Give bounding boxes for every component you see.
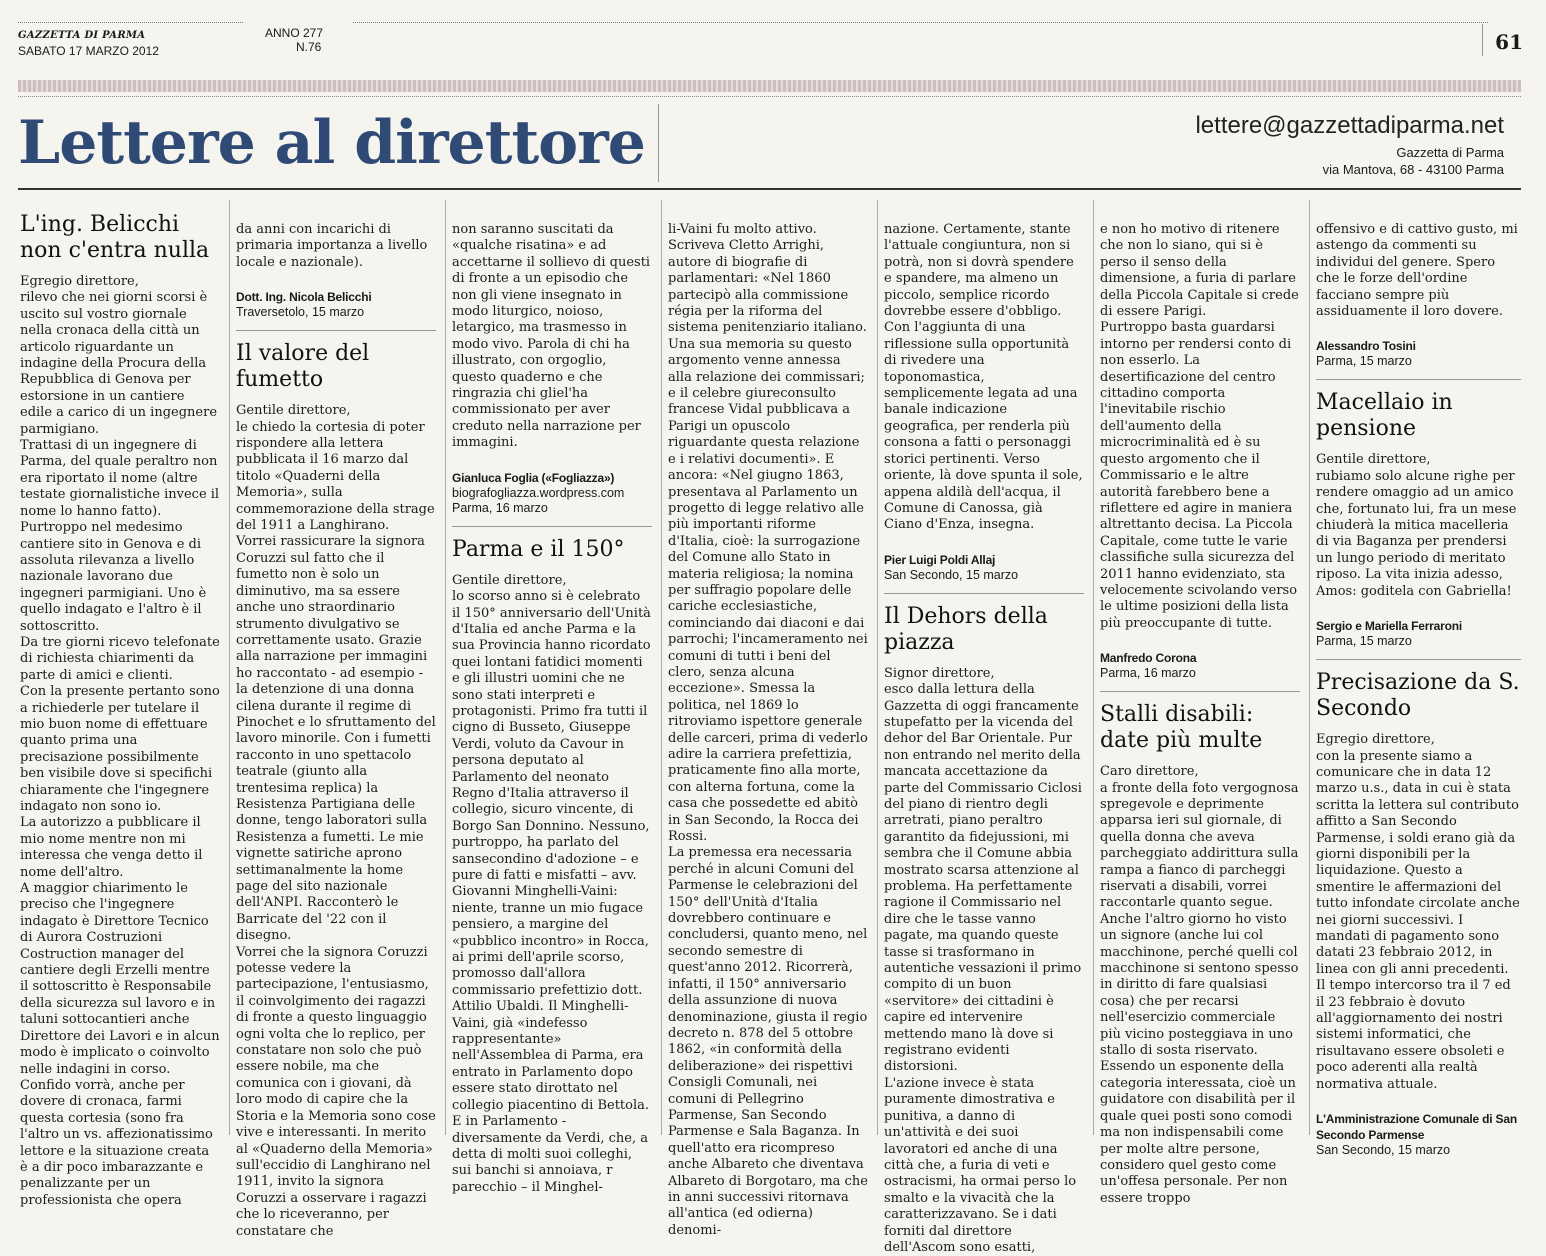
divider xyxy=(1316,659,1521,660)
column xyxy=(452,198,652,1195)
address-line: via Mantova, 68 - 43100 Parma xyxy=(1322,162,1504,177)
letter-headline: Macellaio in pensione xyxy=(1316,390,1453,442)
letter-location: Parma, 16 marzo xyxy=(1100,666,1196,681)
contact-address xyxy=(1323,144,1504,178)
letter-body: Caro direttore, a fronte della foto vergognosa spregevole e deprimente apparsa ieri sul giornale, di quella donna che aveva parcheggiato addirittura sulla rampa a fianco di parcheggi riservati a disabili, vorrei raccontarle quanto segue. Anche l'altro giorno ho visto un signore (anche lui col macchinone, perché quelli col macchinone si sentono spesso in diritto di fare qualsiasi cosa) che per recarsi nell'esercizio commerciale più vicino posteggiava in uno stallo di sosta riservato. Essendo un esponente della categoria interessata, cioè un guidatore con disabilità per il quale quei posti sono comodi ma non indispensabili come per molte altre persone, considero quel gesto come un'offesa personale. Per non essere troppo xyxy=(1100,764,1299,1206)
divider xyxy=(452,526,652,527)
letter-location: Parma, 15 marzo xyxy=(1316,354,1412,369)
letter-signature: Dott. Ing. Nicola Belicchi xyxy=(236,290,372,305)
column-rule xyxy=(1093,200,1094,1135)
column xyxy=(236,198,436,1239)
letter-signature: Pier Luigi Poldi Allaj xyxy=(884,552,996,567)
letter-body: Gentile direttore, rubiamo solo alcune righe per rendere omaggio ad un amico che, fortunato lui, fra un mese chiuderà la mitica macelleria di via Baganza per prendersi un lungo periodo di meritato riposo. La vita inizia adesso, Amos: goditela con Gabriella! xyxy=(1316,452,1517,599)
letter-signature: Manfredo Corona xyxy=(1100,651,1197,666)
issue-year: ANNO 277 xyxy=(265,26,324,40)
letter-headline: Stalli disabili: date più multe xyxy=(1100,702,1263,754)
column-rule xyxy=(877,200,878,1135)
letter-headline: Il valore del fumetto xyxy=(236,341,370,393)
issue-number xyxy=(265,26,323,54)
letter-body: li-Vaini fu molto attivo. Scriveva Cletto Arrighi, autore di biografie di parlamentari: «Nel 1860 partecipò alla commissione régia per la riforma del sistema penitenziario italiano. Una sua memoria su questo argomento venne annessa alla relazione dei commissari; e il celebre giureconsulto francese Vidal pubblicava a Parigi un opuscolo riguardante questa relazione e i relativi documenti». E ancora: «Nel giugno 1863, presentava al Parlamento un progetto di legge relativo alle più importanti riforme d'Italia, cioè: la surrogazione del Comune allo Stato in materia religiosa; la nomina per suffragio popolare delle cariche ecclesiastiche, cominciando dai diaconi e dai parrochi; l'incameramento nei comuni di tutti i beni del clero, senza alcuna eccezione». Smessa la politica, nel 1869 lo ritroviamo ispettore generale delle carceri, prima di vederlo adire la carriera prefettizia, praticamente fino alla morte, con alterna fortuna, come la casa che possedette ed abitò in San Secondo, la Rocca dei Rossi. La premessa era necessaria perché in alcuni Comuni del Parmense le celebrazioni del 150° dell'Unità d'Italia dovrebbero continuare e concludersi, quanto meno, nel secondo semestre di quest'anno 2012. Ricorrerà, infatti, il 150° anniversario della assunzione di nuova denominazione, giusta il regio decreto n. 878 del 5 ottobre 1862, «in conformità della deliberazione» dei rispettivi Consigli Comunali, nei comuni di Pellegrino Parmense, San Secondo Parmense e Sala Baganza. In quell'atto era ricompreso anche Albareto che diventava Albareto di Borgotaro, ma che in anni successivi ritornava all'antica (ed odierna) denomi- xyxy=(668,222,868,1238)
letter-body: Gentile direttore, lo scorso anno si è celebrato il 150° anniversario dell'Unità d'Italia ed anche Parma e la sua Provincia hanno ricordato quei lontani fatidici momenti e gli illustri uomini che ne sono stati interpreti e protagonisti. Primo fra tutti il cigno di Busseto, Giuseppe Verdi, voluto da Cavour in persona deputato al Parlamento del neonato Regno d'Italia attraverso il collegio, sicuro vincente, di Borgo San Donnino. Nessuno, purtroppo, ha parlato del sansecondino d'adozione – e pure di fatti e misfatti – avv. Giovanni Minghelli-Vaini: niente, tranne un mio fugace pensiero, a margine del «pubblico incontro» in Rocca, ai primi dell'aprile scorso, promosso dall'allora commissario prefettizio dott. Attilio Ubaldi. Il Minghelli-Vaini, già «indefesso rappresentante» nell'Assemblea di Parma, era entrato in Parlamento dopo essere stato dirottato nel collegio piacentino di Bettola. E in Parlamento - diversamente da Verdi, che, a detta di molti suoi colleghi, sui banchi si annoiava, r parecchio – il Minghel- xyxy=(452,572,651,1195)
letter-location: San Secondo, 15 marzo xyxy=(884,567,1019,582)
letter-body: non saranno suscitati da «qualche risatina» e ad accettarne il sollievo di questi di fronte a un episodio che non gli viene insegnato in modo liturgico, noioso, letargico, ma trasmesso in modo vivo. Parola di chi ha illustrato, con orgoglio, questo quaderno e che ringrazia chi gliel'ha commissionato per aver creduto nella narrazione per immagini. xyxy=(452,222,651,451)
letter-body: Egregio direttore, rilevo che nei giorni scorsi è uscito sul vostro giornale nella cronaca della città un articolo riguardante un indagine della Procura della Repubblica di Genova per estorsione in un cantiere edile a carico di un ingegnere parmigiano. Trattasi di un ingegnere di Parma, del quale peraltro non era riportato il nome (altre testate giornalistiche invece il nome lo hanno fatto). Purtroppo nel medesimo cantiere sito in Genova e di assoluta rilevanza a livello nazionale lavorano due ingegneri parmigiani. Uno è quello indagato e l'altro è il sottoscritto. Da tre giorni ricevo telefonate di richiesta chiarimenti da parte di amici e clienti. Con la presente pertanto sono a richiederle per tutelare il mio buon nome di effettuare quanto prima una precisazione possibilmente ben visibile dove si specifichi chiaramente che l'ingegnere indagato non sono io. La autorizzo a pubblicare il mio nome mentre non mi interessa che venga detto il nome dell'altro. A maggior chiarimento le preciso che l'ingegnere indagato è Direttore Tecnico di Aurora Costruzioni Costruction manager del cantiere degli Erzelli mentre il sottoscritto è Responsabile della sicurezza sul lavoro e in taluni sottocantieri anche Direttore dei Lavori e in alcun modo è implicato o coinvolto nelle indagini in corso. Confido vorrà, anche per dovere di cronaca, farmi questa cortesia (sono fra l'altro un vs. affezionatissimo lettore e la situazione creata è a dir poco imbarazzante e penalizzante per un professionista che opera xyxy=(20,274,220,1208)
column xyxy=(20,198,220,1208)
letter-signature: L'Amministrazione Comunale di San Secondo Parmense xyxy=(1316,1112,1517,1143)
column-rule xyxy=(661,200,662,1135)
divider xyxy=(658,104,659,182)
masthead-rule xyxy=(18,22,243,23)
masthead-rule xyxy=(353,22,1488,23)
letter-body: Signor direttore, esco dalla lettura della Gazzetta di oggi francamente stupefatto per la vicenda del dehor del Bar Orientale. Pur non entrando nel merito della mancata accettazione da parte del Commissario Ciclosi del piano di rientro degli arretrati, piano peraltro garantito da fidejussioni, mi sembra che il Comune abbia mostrato scarsa attenzione al problema. Ha perfettamente ragione il Commissario nel dire che le tasse vanno pagate, ma quando queste tasse si trasformano in autentiche vessazioni il primo compito di un buon «servitore» dei cittadini è capire ed intervenire mettendo mano là dove si registrano evidenti distorsioni. L'azione invece è stata puramente dimostrativa e punitiva, a danno di un'attività e dei suoi lavoratori ed anche di una città che, a furia di veti e ostracismi, ha ormai perso lo smalto e la vivacità che la caratterizzavano. Se i dati forniti dal direttore dell'Ascom sono esatti, xyxy=(884,665,1082,1255)
divider xyxy=(884,593,1084,594)
contact-email[interactable]: lettere@gazzettadiparma.net xyxy=(1195,112,1504,139)
paper-name: GAZZETTA DI PARMA xyxy=(18,30,146,41)
divider xyxy=(1100,691,1300,692)
letter-body: Gentile direttore, le chiedo la cortesia di poter rispondere alla lettera pubblicata il 16 marzo dal titolo «Quaderni della Memoria», sulla commemorazione della strage del 1911 a Langhirano. Vorrei rassicurare la signora Coruzzi sul fatto che il fumetto non è solo un diminutivo, ma sa essere anche uno straordinario strumento divulgativo se correttamente usato. Grazie alla narrazione per immagini ho raccontato - ad esempio - la detenzione di una donna cilena durante il regime di Pinochet e lo sfruttamento del lavoro minorile. Con i fumetti racconto in uno spettacolo teatrale (giunto alla trentesima replica) la Resistenza Partigiana delle donne, tengo laboratori sulla Resistenza a fumetti. Le mie vignette satiriche aprono settimanalmente la home page del sito nazionale dell'ANPI. Racconterò le Barricate del '22 con il disegno. Vorrei che la signora Coruzzi potesse vedere la partecipazione, l'entusiasmo, il coinvolgimento dei ragazzi di fronte a questo linguaggio ogni volta che lo replico, per constatare non solo che può essere nobile, ma che comunica con i giovani, dà loro modo di capire che la Storia e la Memoria sono cose vive e interessanti. In merito al «Quaderno della Memoria» sull'eccidio di Langhirano nel 1911, invito la signora Coruzzi a osservare i ragazzi che lo riceveranno, per constatare che xyxy=(236,403,436,1239)
letter-signature: Alessandro Tosini xyxy=(1316,339,1416,354)
letter-headline: Precisazione da S. Secondo xyxy=(1316,670,1520,722)
letter-body: da anni con incarichi di primaria importanza a livello locale e nazionale). xyxy=(236,222,428,270)
column xyxy=(668,198,868,1238)
letter-location: San Secondo, 15 marzo xyxy=(1316,1143,1451,1158)
column xyxy=(1100,198,1300,1206)
column-rule xyxy=(445,200,446,1135)
letter-headline: Il Dehors della piazza xyxy=(884,603,1048,655)
letter-body: e non ho motivo di ritenere che non lo siano, qui si è perso il senso della dimensione, a furia di parlare della Piccola Capitale si crede di essere Parigi. Purtroppo basta guardarsi intorno per rendersi conto di non esserlo. La desertificazione del centro cittadino comporta l'inevitabile rischio dell'aumento della microcriminalità ed è su questo argomento che il Commissario e le altre autorità farebbero bene a riflettere ed agire in maniera altrettanto decisa. La Piccola Capitale, come tutte le varie classifiche sulla sicurezza del 2011 hanno evidenziato, sta velocemente scivolando verso le ultime posizioni della lista più preoccupante di tutte. xyxy=(1100,222,1299,631)
letter-body: nazione. Certamente, stante l'attuale congiuntura, non si potrà, non si dovrà spendere e spandere, ma almeno un piccolo, semplice ricordo dovrebbe essere d'obbligo. Con l'aggiunta di una riflessione sulla opportunità di rivedere una toponomastica, semplicemente legata ad una banale indicazione geografica, per renderla più consona a fatti o personaggi storici pertinenti. Verso oriente, là dove spunta il sole, appena aldilà dell'acqua, il Comune di Canossa, già Ciano d'Enza, insegna. xyxy=(884,222,1083,533)
divider xyxy=(18,188,1521,190)
column xyxy=(884,198,1084,1255)
letter-signature: Sergio e Mariella Ferraroni xyxy=(1316,619,1462,634)
letter-location: Parma, 16 marzo xyxy=(452,500,548,515)
letter-signature: Gianluca Foglia («Fogliazza») xyxy=(452,470,615,485)
page-number-divider xyxy=(1482,24,1483,56)
letter-location: Parma, 15 marzo xyxy=(1316,634,1412,649)
letter-headline: L'ing. Belicchi non c'entra nulla xyxy=(20,212,210,263)
page-number: 61 xyxy=(1495,30,1523,54)
letter-headline: Parma e il 150° xyxy=(452,536,625,562)
divider xyxy=(1316,379,1521,380)
issue-count: N.76 xyxy=(296,40,322,54)
letter-website[interactable]: biografogliazza.wordpress.com xyxy=(452,485,625,500)
decorative-band xyxy=(18,80,1521,92)
letter-body: offensivo e di cattivo gusto, mi astengo da commenti su individui del genere. Spero che le forze dell'ordine facciano sempre più assiduamente il loro dovere. xyxy=(1316,222,1518,320)
issue-date: SABATO 17 MARZO 2012 xyxy=(18,44,159,58)
column xyxy=(1316,198,1521,1158)
divider xyxy=(18,96,1521,97)
column-rule xyxy=(229,200,230,1135)
letter-location: Traversetolo, 15 marzo xyxy=(236,305,365,320)
column-rule xyxy=(1309,200,1310,1135)
divider xyxy=(236,330,436,331)
letter-body: Egregio direttore, con la presente siamo a comunicare che in data 12 marzo u.s., data in cui è stata scritta la lettera sul contributo affitto a San Secondo Parmense, i soldi erano già da giorni disponibili per la liquidazione. Questo a smentire le affermazioni del tutto infondate circolate anche nei giorni successivi. I mandati di pagamento sono datati 23 febbraio 2012, in linea con gli anni precedenti. Il tempo intercorso tra il 7 ed il 23 febbraio è dovuto all'aggiornamento dei nostri sistemi informatici, che risultavano essere obsoleti e poco aderenti alla realtà normativa attuale. xyxy=(1316,732,1520,1092)
masthead xyxy=(18,20,1523,70)
section-title: Lettere al direttore xyxy=(18,108,645,178)
address-line: Gazzetta di Parma xyxy=(1396,145,1504,160)
